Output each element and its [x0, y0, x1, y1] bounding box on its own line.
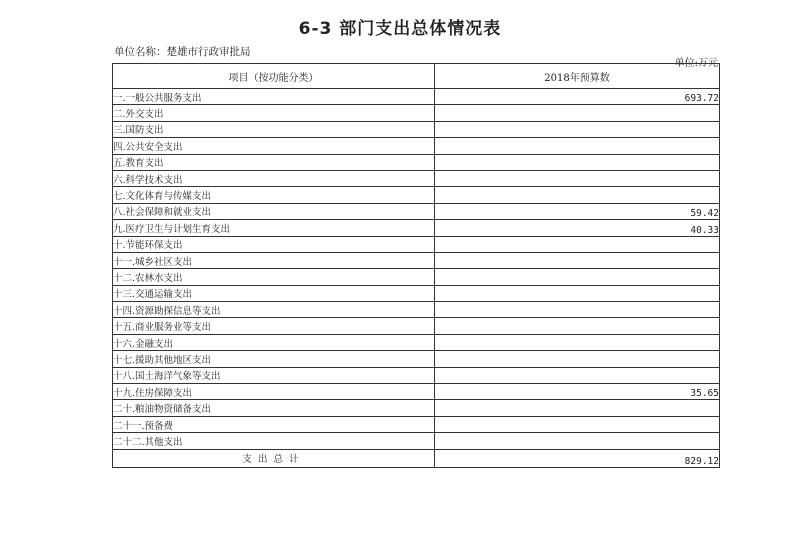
row-item-label: 十七.援助其他地区支出 — [113, 351, 435, 367]
row-budget-amount — [435, 400, 720, 416]
row-item-label: 十三.交通运输支出 — [113, 285, 435, 301]
row-item-label: 六.科学技术支出 — [113, 170, 435, 186]
row-item-label: 二.外交支出 — [113, 105, 435, 121]
row-budget-amount — [435, 236, 720, 252]
total-row — [113, 449, 720, 467]
table-row — [113, 351, 720, 367]
page-title: 6-3 部门支出总体情况表 — [298, 19, 502, 39]
total-label: 支出总计 — [113, 449, 435, 467]
table-row — [113, 416, 720, 432]
row-budget-amount — [435, 252, 720, 268]
table-row — [113, 269, 720, 285]
row-budget-amount — [435, 416, 720, 432]
table-row — [113, 187, 720, 203]
row-item-label: 二十一.预备费 — [113, 416, 435, 432]
table-row — [113, 252, 720, 268]
table-row — [113, 400, 720, 416]
unit-name: 单位名称：楚雄市行政审批局 — [114, 46, 251, 58]
row-budget-amount — [435, 170, 720, 186]
row-item-label: 十五.商业服务业等支出 — [113, 318, 435, 334]
table-row — [113, 334, 720, 350]
table-row — [113, 285, 720, 301]
row-item-label: 九.医疗卫生与计划生育支出 — [113, 220, 435, 236]
row-budget-amount: 35.65 — [435, 384, 720, 400]
table-row — [113, 121, 720, 137]
row-item-label: 一.一般公共服务支出 — [113, 89, 435, 105]
row-budget-amount: 40.33 — [435, 220, 720, 236]
table-row — [113, 367, 720, 383]
row-item-label: 七.文化体育与传媒支出 — [113, 187, 435, 203]
table-row — [113, 105, 720, 121]
table-row — [113, 236, 720, 252]
row-budget-amount — [435, 154, 720, 170]
row-budget-amount — [435, 334, 720, 350]
expenditure-table — [112, 63, 720, 468]
row-budget-amount — [435, 433, 720, 449]
table-row — [113, 220, 720, 236]
table-row — [113, 203, 720, 219]
column-header-item: 项目（按功能分类） — [113, 64, 435, 89]
row-item-label: 三.国防支出 — [113, 121, 435, 137]
row-budget-amount — [435, 285, 720, 301]
row-item-label: 十二.农林水支出 — [113, 269, 435, 285]
row-item-label: 十九.住房保障支出 — [113, 384, 435, 400]
row-budget-amount — [435, 269, 720, 285]
table-row — [113, 433, 720, 449]
row-item-label: 八.社会保障和就业支出 — [113, 203, 435, 219]
currency-unit-label: 单位:万元 — [674, 58, 718, 69]
row-budget-amount — [435, 367, 720, 383]
row-budget-amount — [435, 302, 720, 318]
row-item-label: 十四.资源勘探信息等支出 — [113, 302, 435, 318]
row-budget-amount — [435, 138, 720, 154]
table-row — [113, 154, 720, 170]
row-budget-amount — [435, 121, 720, 137]
column-header-budget: 2018年预算数 — [435, 64, 720, 89]
table-row — [113, 89, 720, 105]
row-budget-amount: 59.42 — [435, 203, 720, 219]
row-item-label: 二十二.其他支出 — [113, 433, 435, 449]
row-budget-amount — [435, 318, 720, 334]
row-item-label: 五.教育支出 — [113, 154, 435, 170]
row-item-label: 十.节能环保支出 — [113, 236, 435, 252]
row-item-label: 十八.国土海洋气象等支出 — [113, 367, 435, 383]
total-amount: 829.12 — [435, 449, 720, 467]
table-row — [113, 318, 720, 334]
row-item-label: 十六.金融支出 — [113, 334, 435, 350]
table-row — [113, 384, 720, 400]
row-budget-amount: 693.72 — [435, 89, 720, 105]
table-row — [113, 170, 720, 186]
row-budget-amount — [435, 351, 720, 367]
table-row — [113, 302, 720, 318]
row-item-label: 二十.粮油物资储备支出 — [113, 400, 435, 416]
row-item-label: 四.公共安全支出 — [113, 138, 435, 154]
table-row — [113, 138, 720, 154]
row-budget-amount — [435, 187, 720, 203]
row-budget-amount — [435, 105, 720, 121]
table-header-row — [113, 64, 720, 89]
row-item-label: 十一.城乡社区支出 — [113, 252, 435, 268]
